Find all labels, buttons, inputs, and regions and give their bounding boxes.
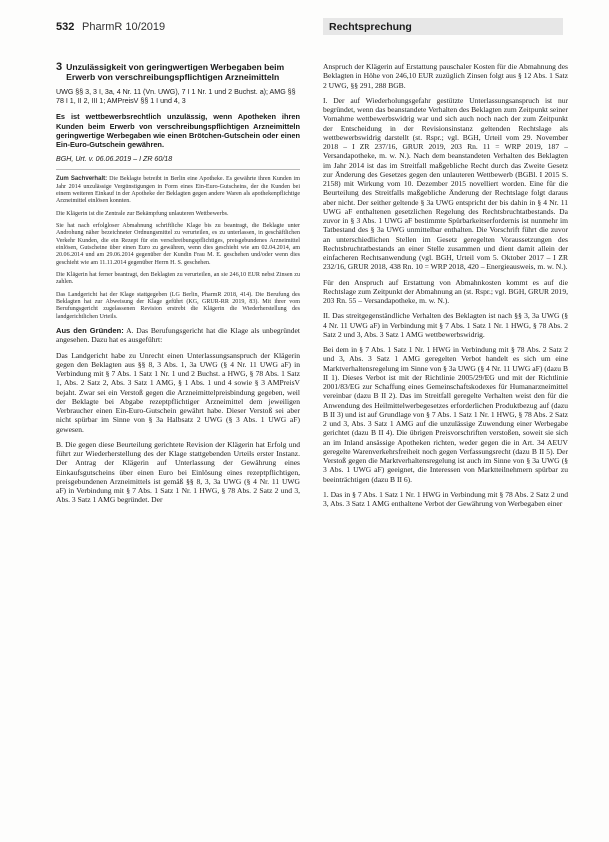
body-paragraph: Anspruch der Klägerin auf Erstattung pauschaler Kosten für die Abmahnung des Beklagten in Höhe von 246,10 EUR zuzüglich Zinsen folgt aus § 12 Abs. 1 Satz 2 UWG, §§ 291, 288 BGB. <box>323 62 568 90</box>
right-column <box>323 62 568 824</box>
article-title <box>56 62 300 82</box>
facts-text: Die Beklagte betreibt in Berlin eine Apotheke. Es gewährte ihren Kunden im Jahr 2014 unzulässige Vergünstigungen in Form eines Ein-Euro-Gutscheins, der die Kunden bei einem weiteren Einkauf in der Apotheke der Beklagten gegen andere Waren als apothekenpflichtige Arzneimittel einlösen konnten. <box>56 176 300 205</box>
body-paragraph: I. Der auf Wiederholungsgefahr gestützte Unterlassungsanspruch ist nur begründet, wenn das beanstandete Verhalten des Beklagten zum Zeitpunkt seiner Vornahme wettbewerbswidrig war und sich auch noch nach der zum Zeitpunkt der Entscheidung in der Revisionsinstanz geltenden Rechtslage als wettbewerbswidrig darstellt (st. Rspr.; vgl. BGH, Urteil vom 29. November 2018 – I ZR 237/16, GRUR 2019, 203 Rn. 11 = WRP 2019, 187 – Versandapotheke, m. w. N.). Nach dem beanstandeten Verhalten des Beklagten im Jahr 2014 ist das im Streitfall maßgebliche Recht durch das Zweite Gesetz zur Änderung des Gesetzes gegen den unlauteren Wettbewerb (BGBl. I 2015 S. 2158) mit Wirkung vom 10. Dezember 2015 novelliert worden. Eine für die Beurteilung des Streitfalls maßgebliche Änderung der Rechtslage folgt daraus aber nicht. Der seither geltende § 3a UWG entspricht der bis dahin in § 4 Nr. 11 UWG aF enthaltenen gesetzlichen Regelung des Rechtsbruchtatbestands. Da zuvor in § 3 Abs. 1 UWG aF bestimmte Spürbarkeitserfordernis ist nunmehr im Tatbestand des § 3a UWG unmittelbar enthalten. Die Vorschrift führt die zuvor an unterschiedlichen Stellen im Gesetz geregelten Voraussetzungen des Rechtsbruchtatbestands an einer Stelle zusammen und dient damit allein der einfacheren Rechtsanwendung (vgl. BGH, Urteil vom 5. Oktober 2017 – I ZR 232/16, GRUR 2018, 438 Rn. 10 = WRP 2018, 420 – Energieausweis, m. w. N.). <box>323 95 568 272</box>
journal-issue: PharmR 10/2019 <box>82 21 166 33</box>
reasons-paragraph <box>56 326 300 345</box>
norms-list: UWG §§ 3, 3 I, 3a, 4 Nr. 11 (Vn. UWG), 7 I 1 Nr. 1 und 2 Buchst. a); AMG §§ 78 I 1, II 2, III 1; AMPreisV §§ 1 I und 4, 3 <box>56 88 296 106</box>
page-number: 532 <box>56 21 75 33</box>
court-citation: BGH, Urt. v. 06.06.2019 – I ZR 60/18 <box>56 155 300 170</box>
section-title: Rechtsprechung <box>323 18 563 35</box>
guiding-principle: Es ist wettbewerbsrechtlich unzulässig, wenn Apotheken ihren Kunden beim Erwerb von verschreibungspflichtigen Arzneimitteln geringwertige Werbegaben wie einen Brötchen-Gutschein oder einen Ein-Euro-Gutschein gewähren. <box>56 112 300 150</box>
body-paragraph: Das Landgericht habe zu Unrecht einen Unterlassungsanspruch der Klägerin gegen den Beklagten aus §§ 8, 3 Abs. 1, 3a UWG (§ 4 Nr. 11 UWG aF) in Verbindung mit § 7 Abs. 1 Satz 1 Nr. 1 und 2 Buchst. a HWG, § 78 Abs. 1 Satz 1, Abs. 2 Satz 2, Abs. 3 Satz 1 AMG, § 1 Abs. 1 und 4 sowie § 3 AMPreisV bejaht. Zwar sei ein Verstoß gegen die Arzneimittelpreisbindung gegeben, weil der Beklagte bei Abgabe rezeptpflichtiger Arzneimittel dem jeweiligen Verbraucher einen Ein-Euro-Gutschein gewährt habe. Dieser Verstoß sei aber nicht spürbar im Sinne von § 3a Halbsatz 2 UWG (§ 3 Abs. 1 UWG aF) gewesen. <box>56 350 300 434</box>
body-paragraph: II. Das streitgegenständliche Verhalten des Beklagten ist nach §§ 3, 3a UWG (§ 4 Nr. 11 UWG aF) in Verbindung mit § 7 Abs. 1 Satz 1 Nr. 1 HWG, § 78 Abs. 2 Satz 2 und 3, Abs. 3 Satz 1 AMG wettbewerbswidrig. <box>323 311 568 339</box>
article-title-text: Unzulässigkeit von geringwertigen Werbegaben beim Erwerb von verschreibungspflichtigen Arzneimitteln <box>66 62 285 83</box>
body-paragraph: Für den Anspruch auf Erstattung von Abmahnkosten kommt es auf die Rechtslage zum Zeitpunkt der Abmahnung an (st. Rspr.; vgl. BGH, GRUR 2019, 203 Rn. 55 – Versandapotheke, m. w. N.). <box>323 277 568 305</box>
body-paragraph: 1. Das in § 7 Abs. 1 Satz 1 Nr. 1 HWG in Verbindung mit § 78 Abs. 2 Satz 2 und 3, Abs. 3 Satz 1 AMG enthaltene Verbot der Gewährung von Werbegaben einer <box>323 489 568 508</box>
reasons-heading: Aus den Gründen: <box>56 326 124 336</box>
facts-paragraph-2: Die Klägerin ist die Zentrale zur Bekämpfung unlauteren Wettbewerbs. <box>56 210 229 217</box>
left-column <box>56 62 300 824</box>
article-number: 3 <box>56 62 63 73</box>
body-paragraph: Bei dem in § 7 Abs. 1 Satz 1 Nr. 1 HWG in Verbindung mit § 78 Abs. 2 Satz 2 und 3, Abs. 3 Satz 1 AMG geregelten Verbot handelt es sich um eine Marktverhaltensregelung im Sinne von § 3a UWG (§ 4 Nr. 11 UWG aF) (dazu B II 1). Dieses Verbot ist mit der Richtlinie 2005/29/EG und mit der Richtlinie 2001/83/EG zur Schaffung eines Gemeinschaftskodexes für Humanarzneimittel vereinbar (dazu B II 2). Das im Streitfall geregelte Verhalten weist den für die Anwendung des Heilmittelwerbegesetzes erforderlichen Produktbezug auf (dazu B II 3) und ist auf Grundlage von § 7 Abs. 1 Satz 1 Nr. 1 HWG, § 78 Abs. 2 Satz 2 und 3, Abs. 3 Satz 1 AMG auf die unzulässige Zuwendung einer Werbegabe gerichtet (dazu B II 4). Die übrigen Preisvorschriften verstoßen, soweit sie sich an im Inland ansässige Apotheken richten, weder gegen die in Art. 34 AEUV geregelte Warenverkehrsfreiheit noch gegen Verfassungsrecht (dazu B II 5). Der Verstoß gegen die Marktverhaltensregelung ist auch im Sinne von § 3a UWG (§ 3 Abs. 1 UWG aF) geeignet, die Interessen von Marktteilnehmern spürbar zu beeinträchtigen (dazu B II 6). <box>323 345 568 484</box>
facts-heading: Zum Sachverhalt: <box>56 176 108 183</box>
reasons-text: A. Das Berufungsgericht hat die Klage als unbegründet angesehen. Dazu hat es ausgeführt: <box>56 326 300 345</box>
facts-paragraph-5: Das Landgericht hat der Klage stattgegeben (LG Berlin, PharmR 2018, 414). Die Berufung des Beklagten hat zur Abweisung der Klage geführt (KG, GRUR-RR 2019, 83). Mit ihrer vom Berufungsgericht zugelassenen Revision erstrebt die Klägerin die Wiederherstellung des landgerichtlichen Urteils. <box>56 291 300 320</box>
facts-paragraph-3: Sie hat nach erfolgloser Abmahnung schriftliche Klage bis zu beantragt, die Beklagte unter Androhung näher bezeichneter Ordnungsmittel zu verurteilen, es zu unterlassen, in geschäftlichen Verkehr Kunden, die ein Rezept für ein verschreibungspflichtiges, preisgebundenes Arzneimittel einlösen, Gutscheine über einen Euro zu gewähren, wenn dies geschieht wie am 02.04.2014, am 20.06.2014 und am 29.06.2014 gegenüber der Kundin Frau M. E. geschehen und/oder wenn dies geschieht wie am 11.11.2014 gegenüber Herrn H. S. geschehen. <box>56 222 300 266</box>
page-header <box>56 18 568 40</box>
facts-paragraph-4: Die Klägerin hat ferner beantragt, den Beklagten zu verurteilen, an sie 246,10 EUR nebst Zinsen zu zahlen. <box>56 272 300 286</box>
facts-paragraph <box>56 176 300 205</box>
body-paragraph: B. Die gegen diese Beurteilung gerichtete Revision der Klägerin hat Erfolg und führt zur Wiederherstellung des der Klage stattgebenden Urteils erster Instanz. Der Antrag der Klägerin auf Unterlassung der Gewährung eines Einkaufsgutscheins über einen Euro bei Einlösung eines rezeptpflichtigen, preisgebundenen Arzneimittels ist gemäß §§ 8, 3, 3a UWG (§ 4 Nr. 11 UWG aF) in Verbindung mit § 7 Abs. 1 Satz 1 Nr. 1 HWG, § 78 Abs. 2 Satz 2 und 3, Abs. 3 Satz 1 AMG begründet. Der <box>56 439 300 505</box>
